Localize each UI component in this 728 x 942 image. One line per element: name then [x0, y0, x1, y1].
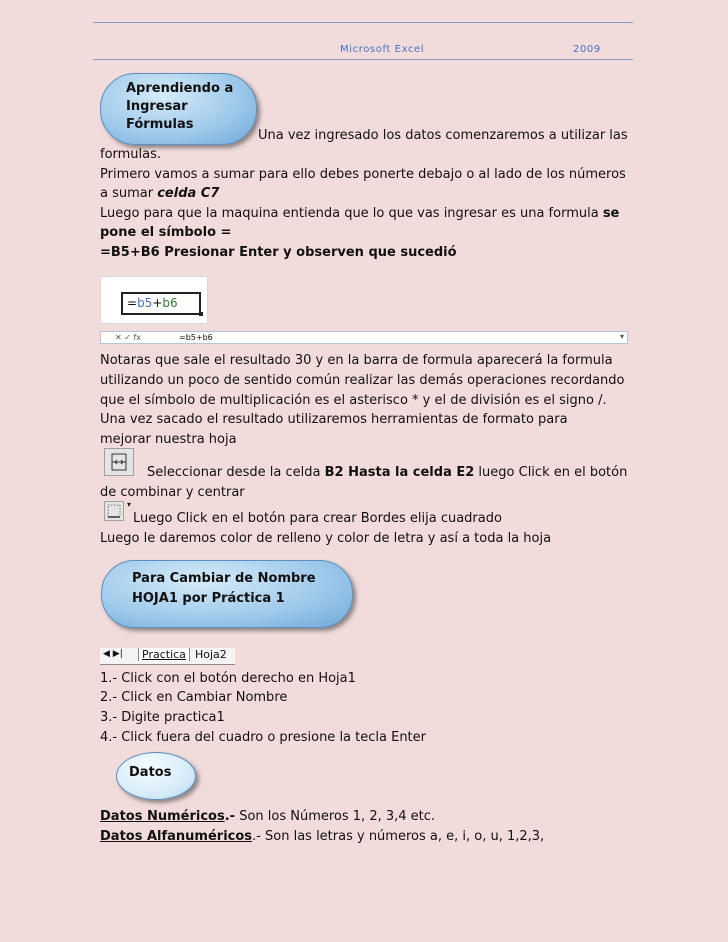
- datos-numericos-label: Datos Numéricos: [100, 809, 225, 824]
- datos-alfanumericos-label: Datos Alfanuméricos: [100, 829, 253, 844]
- merge-line1-a: Seleccionar desde la celda: [147, 465, 325, 480]
- badge-aprendiendo-line1: Aprendiendo a: [126, 81, 234, 96]
- formula-bar-symbols: ✕ ✓ fx: [115, 333, 142, 342]
- para2-line5: mejorar nuestra hoja: [100, 432, 237, 447]
- tab-practica[interactable]: Practica: [138, 648, 190, 661]
- para1-line4: [100, 184, 635, 204]
- step-3: 3.- Digite practica1: [100, 710, 225, 725]
- header-rule-top: [93, 22, 633, 23]
- para2-line1: Notaras que sale el resultado 30 y en la barra de formula aparecerá la formula: [100, 353, 613, 368]
- badge-cambiar-line1: Para Cambiar de Nombre: [132, 571, 316, 586]
- step-4: 4.- Click fuera del cuadro o presione la tecla Enter: [100, 730, 426, 745]
- formula-ref1: b5: [137, 296, 153, 310]
- para1-line1: Una vez ingresado los datos comenzaremos a utilizar las: [258, 128, 628, 143]
- badge-aprendiendo-line3: Fórmulas: [126, 117, 194, 132]
- tab-hoja2[interactable]: Hoja2: [195, 648, 227, 661]
- para1-line6: pone el símbolo =: [100, 225, 232, 240]
- para1-line5-bold: se: [602, 206, 620, 221]
- merge-line1: [147, 463, 637, 483]
- badge-datos-label: Datos: [129, 765, 172, 780]
- header-year: 2009: [573, 44, 601, 55]
- header-app-name: Microsoft Excel: [340, 44, 425, 55]
- fill-handle-icon: [199, 312, 203, 316]
- step-1: 1.- Click con el botón derecho en Hoja1: [100, 671, 356, 686]
- para1-line5-text: Luego para que la maquina entienda que lo que vas ingresar es una formula: [100, 206, 603, 221]
- borders-dropdown-icon: ▾: [127, 500, 132, 509]
- para2-line4: Una vez sacado el resultado utilizaremos herramientas de formato para: [100, 412, 568, 427]
- badge-aprendiendo-line2: Ingresar: [126, 99, 188, 114]
- datos-numericos-sep: .-: [224, 809, 236, 824]
- merge-line1-range: B2 Hasta la celda E2: [324, 465, 475, 480]
- borders-icon: [104, 501, 124, 521]
- header-rule-bottom: [93, 59, 633, 60]
- formula-bar: [100, 331, 628, 344]
- datos-alfanumericos-text: Son las letras y números a, e, i, o, u, 1,2,3,: [260, 829, 545, 844]
- formula-bar-expand-icon: ▾: [619, 332, 624, 341]
- para1-line4-text: a sumar: [100, 186, 158, 201]
- border-line1: Luego Click en el botón para crear Bordes elija cuadrado: [133, 511, 502, 526]
- border-line2: Luego le daremos color de relleno y color de letra y así a toda la hoja: [100, 531, 552, 546]
- merge-line1-c: luego Click en el botón: [474, 465, 628, 480]
- merge-center-icon: [104, 448, 134, 476]
- step-2: 2.- Click en Cambiar Nombre: [100, 690, 288, 705]
- para1-line5: [100, 204, 635, 224]
- para2-line3: que el símbolo de multiplicación es el asterisco * y el de división es el signo /.: [100, 393, 607, 408]
- datos-numericos-text: Son los Números 1, 2, 3,4 etc.: [235, 809, 436, 824]
- formula-bar-value: =b5+b6: [179, 333, 213, 342]
- para1-line3: Primero vamos a sumar para ello debes ponerte debajo o al lado de los números: [100, 167, 626, 182]
- datos-alfanumericos-sep: .-: [252, 829, 261, 844]
- badge-cambiar-line2: HOJA1 por Práctica 1: [132, 591, 285, 606]
- sheet-nav-icons[interactable]: ◀ ▶|: [103, 649, 123, 659]
- sheet-tabs: [100, 648, 235, 665]
- formula-eq: =: [127, 296, 138, 310]
- para1-line2: formulas.: [100, 147, 162, 162]
- datos-numericos: [100, 807, 635, 827]
- para2-line2: utilizando un poco de sentido común realizar las demás operaciones recordando: [100, 373, 625, 388]
- datos-alfanumericos: [100, 827, 635, 847]
- formula-plus: +: [152, 296, 163, 310]
- formula-cell: [121, 292, 201, 315]
- para1-line7: =B5+B6 Presionar Enter y observen que sucedió: [100, 245, 457, 260]
- merge-line2: de combinar y centrar: [100, 485, 245, 500]
- para1-cell-ref: celda C7: [157, 186, 220, 201]
- formula-ref2: b6: [162, 296, 178, 310]
